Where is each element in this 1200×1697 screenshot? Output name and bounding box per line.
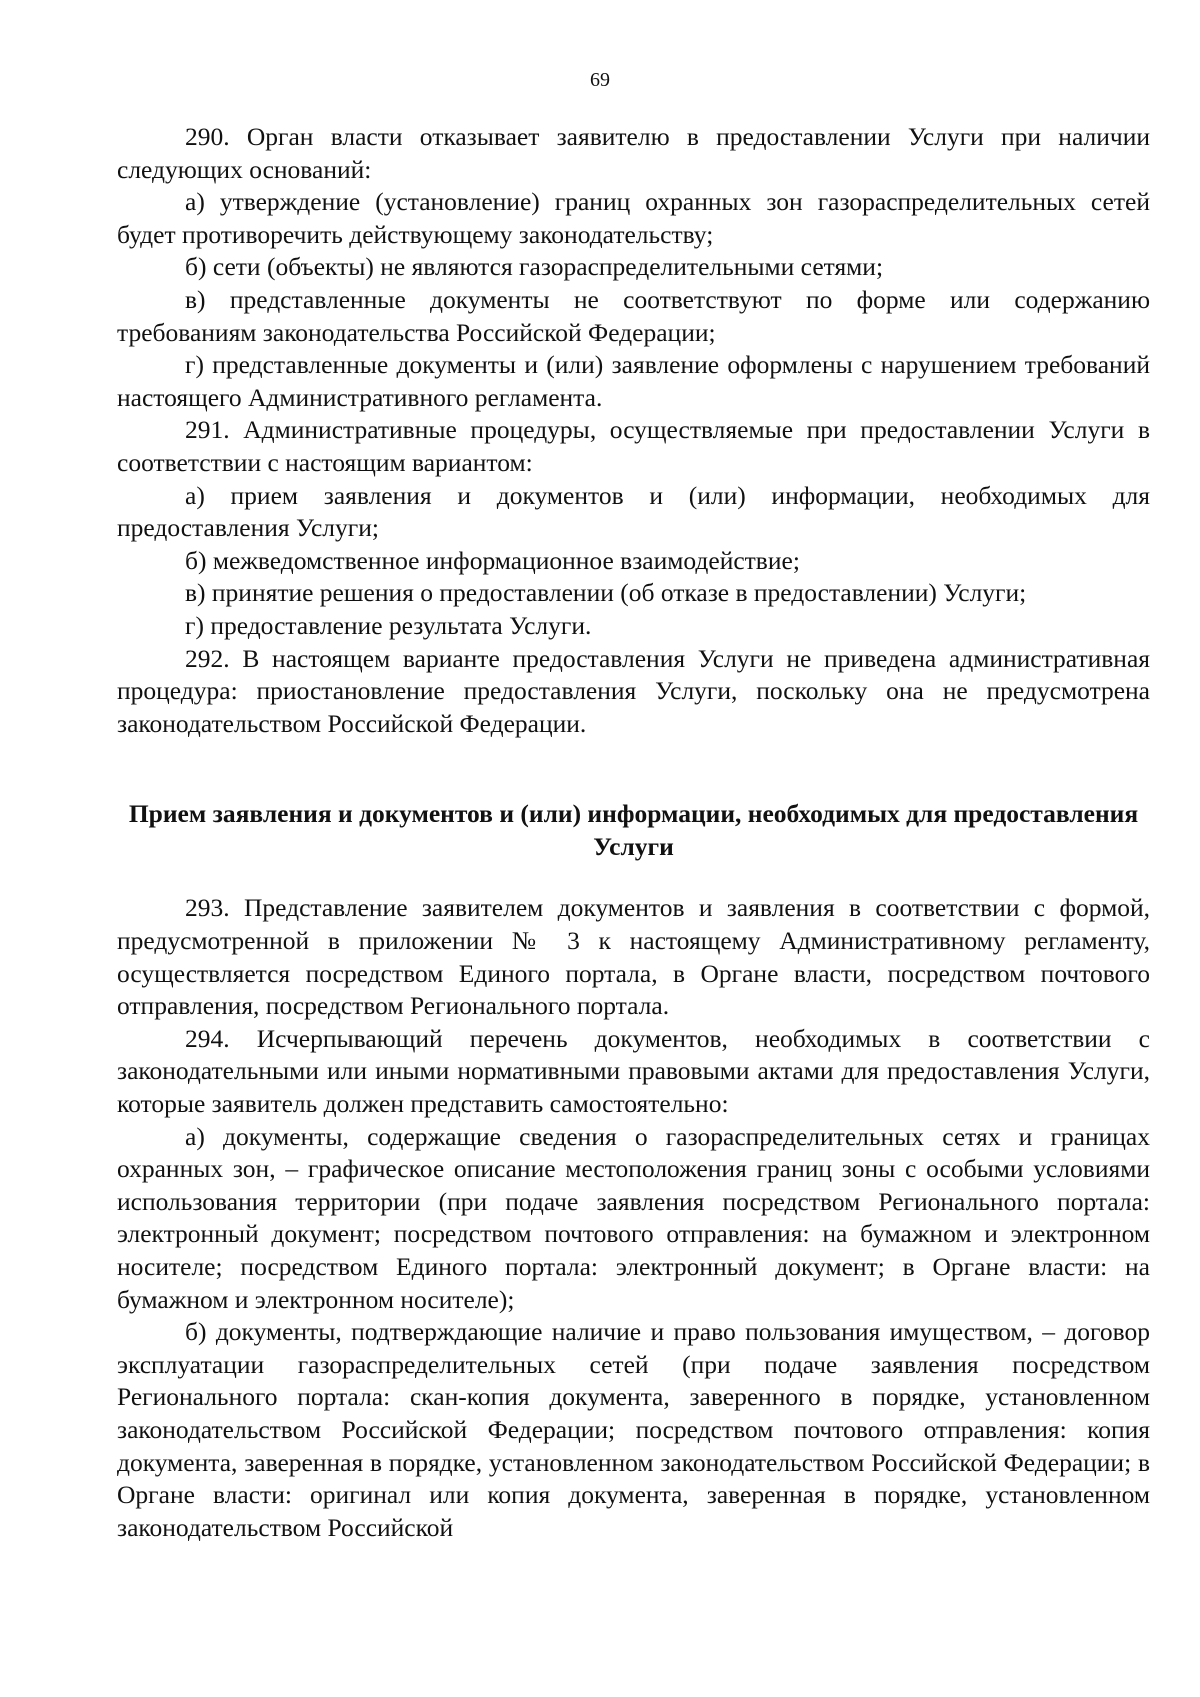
paragraph-294: 294. Исчерпывающий перечень документов, необходимых в соответствии с законодательными или иными нормативными правовыми актами для предоставления Услуги, которые заявитель должен представить самостоятельно: bbox=[117, 1023, 1150, 1119]
section-heading: Прием заявления и документов и (или) информации, необходимых для предоставления Услуги bbox=[128, 799, 1139, 861]
paragraph-292: 292. В настоящем варианте предоставления Услуги не приведена административная процедура: приостановление предоставления Услуги, поскольку она не предусмотрена законодательством Российской Федерации. bbox=[117, 643, 1150, 738]
paragraph-291: 291. Административные процедуры, осуществляемые при предоставлении Услуги в соответствии с настоящим вариантом: bbox=[117, 415, 1150, 477]
paragraph-290-v: в) представленные документы не соответствуют по форме или содержанию требованиям законодательства Российской Федерации; bbox=[117, 284, 1150, 347]
paragraph-291-v: в) принятие решения о предоставлении (об отказе в предоставлении) Услуги; bbox=[185, 578, 1027, 608]
paragraph-290-a: а) утверждение (установление) границ охранных зон газораспределительных сетей будет противоречить действующему законодательству; bbox=[117, 187, 1150, 249]
page-number: 69 bbox=[590, 69, 610, 91]
paragraph-294-b: б) документы, подтверждающие наличие и право пользования имуществом, – договор эксплуатации газораспределительных сетей (при подаче заявления посредством Регионального портала: скан-копия документа, заверенного в порядке, установленном законодательством Российской Федерации; посредством почтового отправления: копия документа, заверенная в порядке, установленном законодательством Российской Федерации; в Органе власти: оригинал или копия документа, заверенная в порядке, установленном законодательством Российской bbox=[117, 1317, 1150, 1542]
paragraph-291-b: б) межведомственное информационное взаимодействие; bbox=[185, 545, 800, 575]
paragraph-290-b: б) сети (объекты) не являются газораспределительными сетями; bbox=[185, 252, 884, 282]
document-body bbox=[117, 121, 1150, 1544]
paragraph-290: 290. Орган власти отказывает заявителю в предоставлении Услуги при наличии следующих оснований: bbox=[117, 122, 1150, 184]
paragraph-291-a: а) прием заявления и документов и (или) информации, необходимых для предоставления Услуги; bbox=[117, 480, 1150, 543]
paragraph-294-a: а) документы, содержащие сведения о газораспределительных сетях и границах охранных зон, – графическое описание местоположения границ зоны с особыми условиями использования территории (при подаче заявления посредством Регионального портала: электронный документ; посредством почтового отправления: на бумажном и электронном носителе; посредством Единого портала: электронный документ; в Органе власти: на бумажном и электронном носителе); bbox=[117, 1121, 1150, 1314]
paragraph-293: 293. Представление заявителем документов и заявления в соответствии с формой, предусмотренной в приложении № 3 к настоящему Административному регламенту, осуществляется посредством Единого портала, в Органе власти, посредством почтового отправления, посредством Регионального портала. bbox=[117, 893, 1150, 1021]
paragraph-291-g: г) предоставление результата Услуги. bbox=[185, 610, 592, 640]
paragraph-290-g: г) представленные документы и (или) заявление оформлены с нарушением требований настоящего Административного регламента. bbox=[117, 350, 1150, 412]
